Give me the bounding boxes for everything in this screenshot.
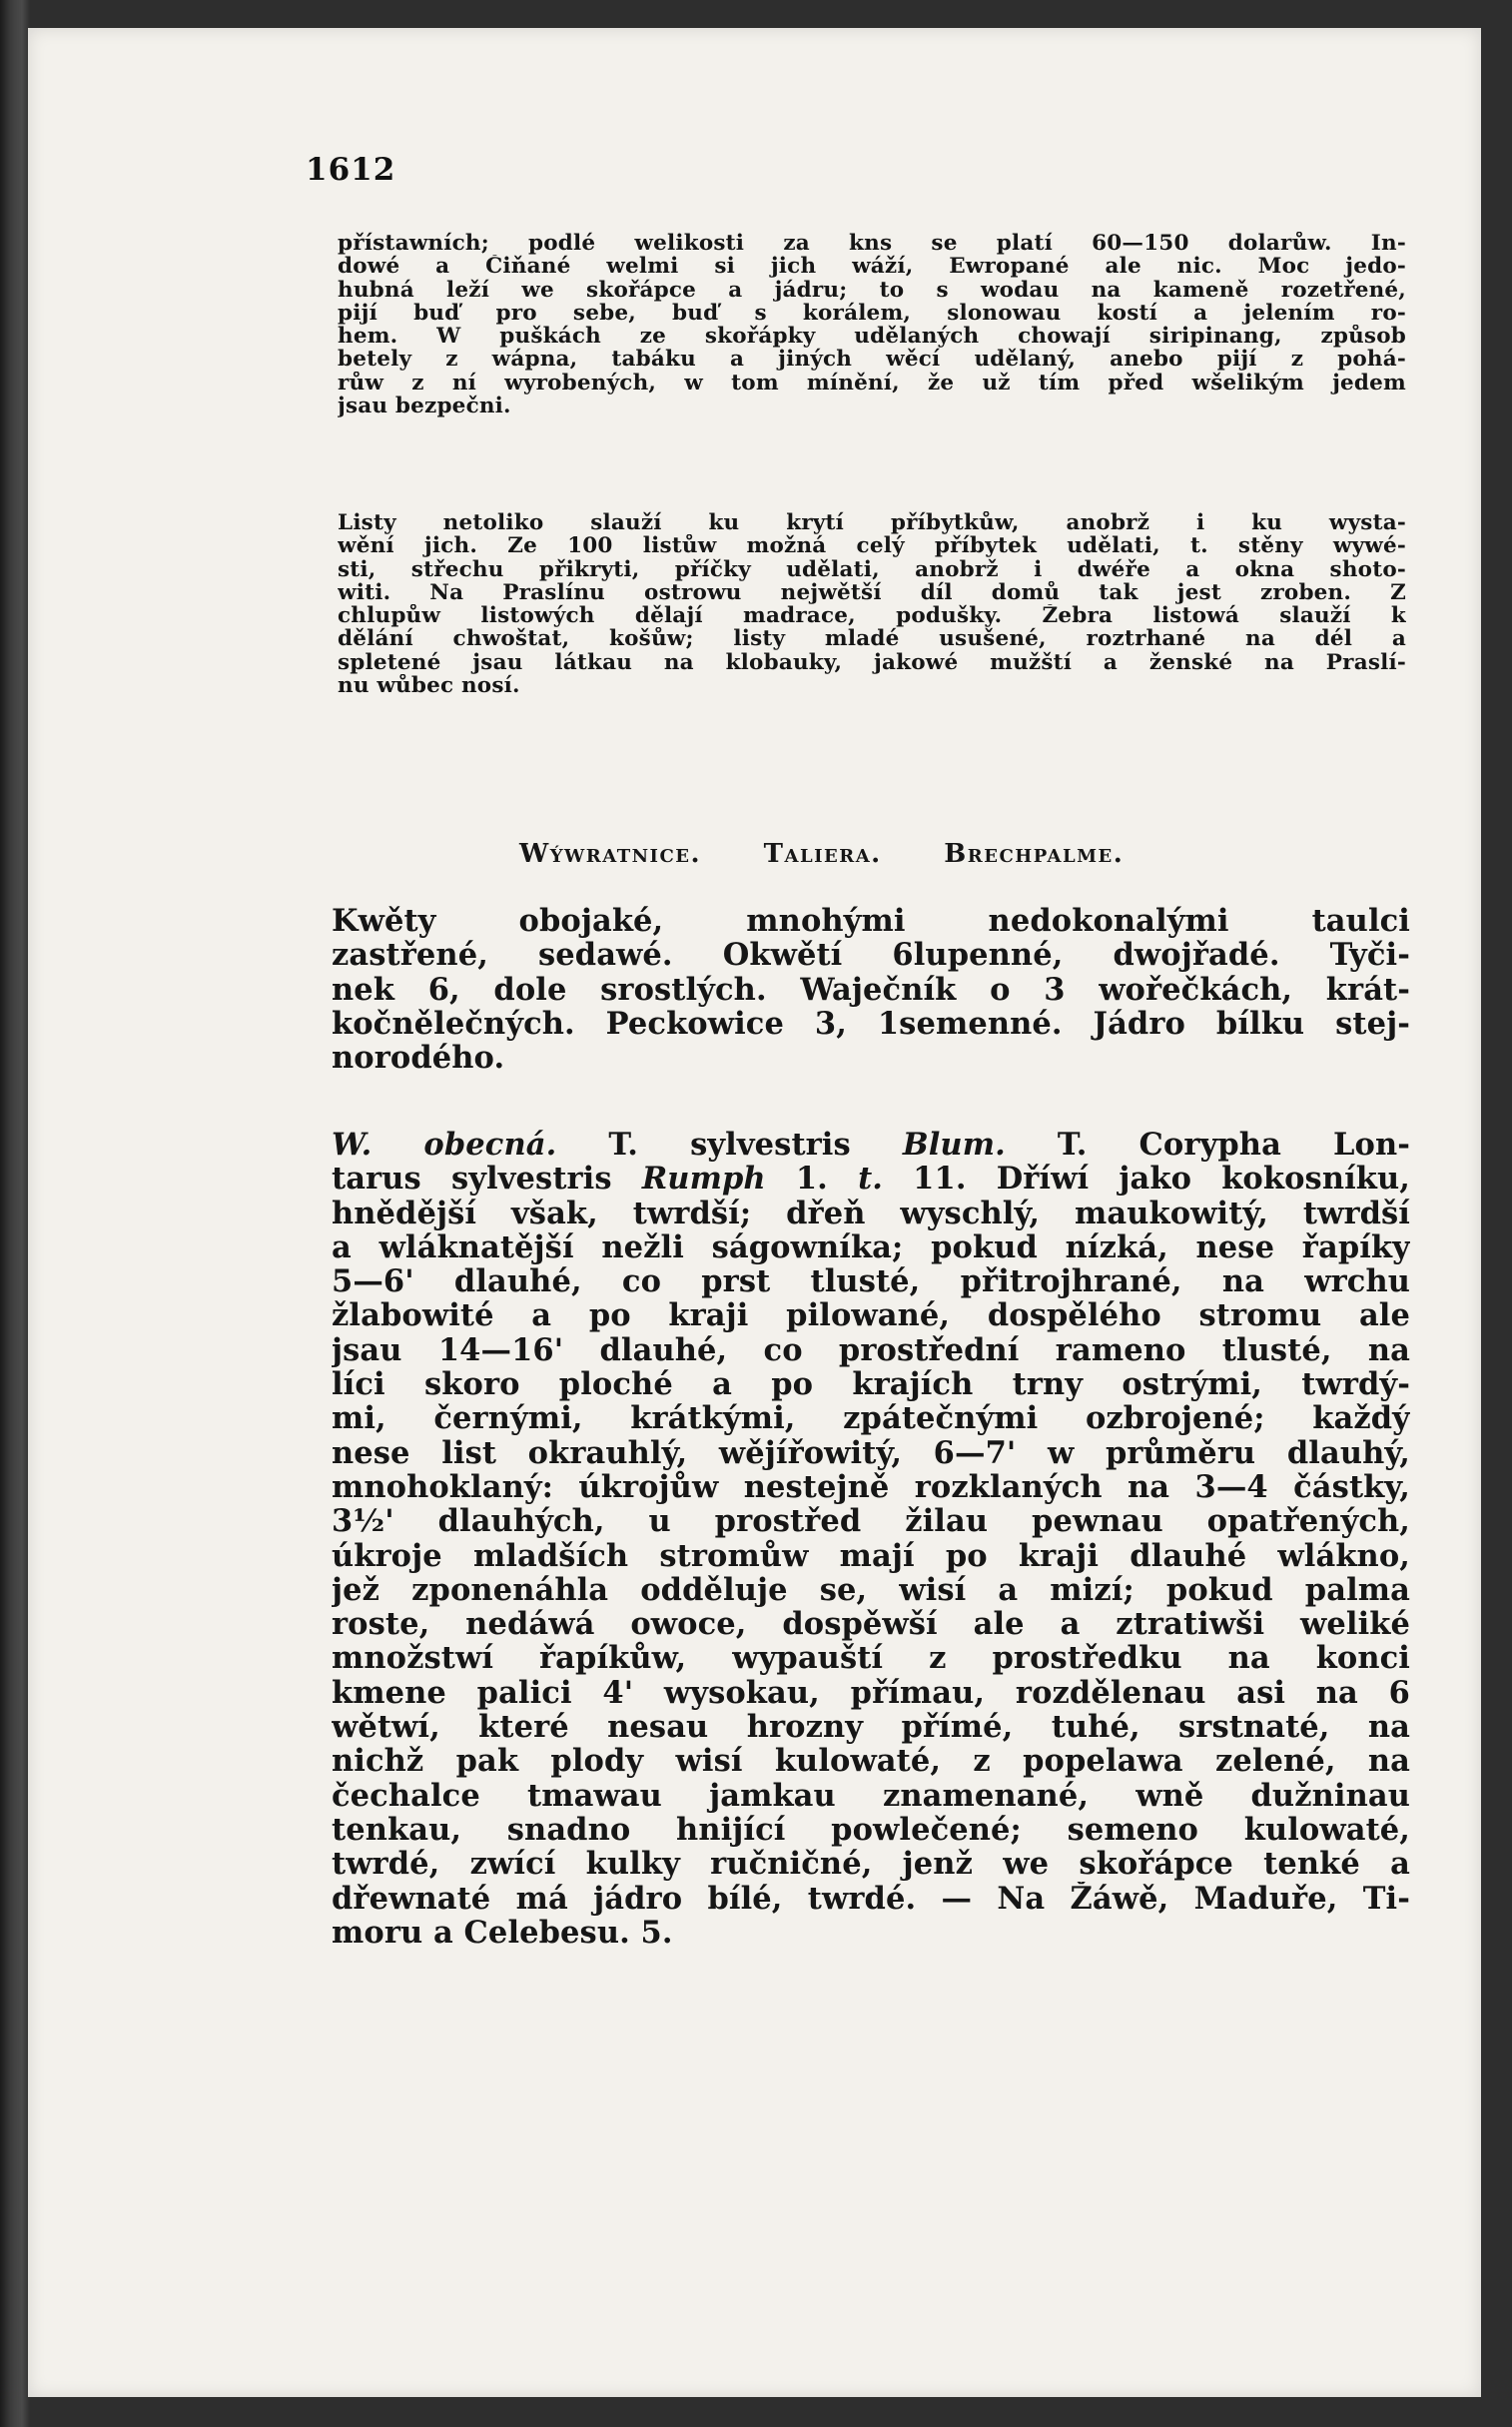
text-line: 5—6' dlauhé, co prst tlusté, přitrojhrané, na wrchu (332, 1264, 1410, 1299)
text-line: tenkau, snadno hnijící powlečené; semeno kulowaté, (332, 1812, 1410, 1848)
text-line: witi. Na Praslínu ostrowu nejwětší díl domů tak jest zroben. Z (338, 580, 1406, 605)
heading-latin-name: Taliera. (763, 839, 882, 869)
text-line: přístawních; podlé welikosti za kns se platí 60—150 dolarůw. In- (338, 232, 1406, 256)
text-line: sti, střechu přikryti, příčky udělati, anobrž i dwéře a okna shoto- (338, 557, 1406, 581)
text-line: roste, nedáwá owoce, dospěwší ale a ztratiwši weliké (332, 1607, 1410, 1642)
text-line: 3½' dlauhých, u prostřed žilau pewnau opatřených, (332, 1504, 1410, 1539)
section-heading (519, 839, 1218, 869)
text-line: zastřené, sedawé. Okwětí 6lupenné, dwojřadé. Tyči- (332, 938, 1410, 973)
heading-german-name: Brechpalme. (944, 839, 1125, 869)
text-line: pijí buď pro sebe, buď s korálem, slonowau kostí a jelením ro- (338, 301, 1406, 326)
text-line: betely z wápna, tabáku a jiných wěcí udělaný, anebo pijí z pohá- (338, 348, 1406, 372)
paragraph-species-description (332, 1128, 1410, 1950)
synonym-author: Blum. (902, 1128, 1006, 1163)
text-line: kmene palici 4' wysokau, přímau, rozdělenau asi na 6 (332, 1675, 1410, 1711)
text-line: hem. W puškách ze skořápky udělaných chowají siripinang, způsob (338, 325, 1406, 349)
text-line: hnědější však, twrdší; dřeň wyschlý, maukowitý, twrdší (332, 1196, 1410, 1230)
paragraph-genus-description (332, 904, 1410, 1075)
text-line: wění jich. Ze 100 listůw možná celý příbytek udělati, t. stěny wywé- (338, 534, 1406, 558)
text-line: množstwí řapíkůw, wypauští z prostředku na konci (332, 1641, 1410, 1676)
text-line: twrdé, zwící kulky ručničné, jenž we skořápce tenké a (332, 1847, 1410, 1882)
page-number: 1612 (306, 152, 396, 188)
text-line: jsau 14—16' dlauhé, co prostřední rameno tlusté, na (332, 1332, 1410, 1368)
reference-name: tarus sylvestris (332, 1162, 612, 1197)
text-line: spletené jsau látkau na klobauky, jakowé mužští a ženské na Praslí- (338, 650, 1406, 675)
synonym-second: T. Corypha Lon- (1057, 1128, 1410, 1163)
species-header-line (332, 1128, 1410, 1162)
species-reference-line (332, 1162, 1410, 1196)
text-line: dřewnaté má jádro bílé, twrdé. — Na Žáwě, Maduře, Ti- (332, 1881, 1410, 1916)
text-line: a wláknatější nežli ságowníka; pokud nízká, nese řapíky (332, 1229, 1410, 1265)
paragraph-seed-use (338, 232, 1406, 417)
text-line: hubná leží we skořápce a jádru; to s wodau na kameně rozetřené, (338, 278, 1406, 302)
text-line: chlupůw listowých dělají madrace, podušky. Žebra listowá slauží k (338, 604, 1406, 628)
text-line: nu wůbec nosí. (338, 674, 520, 698)
text-line: dowé a Čiňané welmi si jich wáží, Ewropané ale nic. Moc jedo- (338, 255, 1406, 279)
text-line: mi, černými, krátkými, zpátečnými ozbrojené; každý (332, 1401, 1410, 1436)
reference-continuation: 11. Dříwí jako kokosníku, (913, 1162, 1410, 1197)
reference-author: Rumph (641, 1162, 766, 1197)
text-line: jež zponenáhla odděluje se, wisí a mizí; pokud palma (332, 1572, 1410, 1608)
synonym-latin: T. sylvestris (608, 1128, 851, 1163)
text-line: jsau bezpečni. (338, 395, 511, 418)
text-line: nek 6, dole srostlých. Waječník o 3 wořečkách, krát- (332, 972, 1410, 1007)
text-line: čechalce tmawau jamkau znamenané, wně dužninau (332, 1778, 1410, 1813)
text-line: dělání chwoštat, košůw; listy mladé usušené, roztrhané na dél a (338, 627, 1406, 651)
text-line: Kwěty obojaké, mnohými nedokonalými taulci (332, 904, 1410, 939)
text-line: nese list okrauhlý, wějířowitý, 6—7' w průměru dlauhý, (332, 1435, 1410, 1470)
text-line: žlabowité a po kraji pilowané, dospělého stromu ale (332, 1298, 1410, 1333)
text-line: mnohoklaný: úkrojůw nestejně rozklaných na 3—4 částky, (332, 1469, 1410, 1505)
text-line: růw z ní wyrobených, w tom mínění, že už tím před wšelikým jedem (338, 371, 1406, 396)
reference-volume: 1. (795, 1162, 828, 1197)
paragraph-leaf-use (338, 511, 1406, 697)
text-line: wětwí, které nesau hrozny přímé, tuhé, srstnaté, na (332, 1710, 1410, 1745)
species-name: W. obecná. (332, 1128, 557, 1163)
text-line: nichž pak plody wisí kulowaté, z popelawa zelené, na (332, 1744, 1410, 1779)
text-line: Listy netoliko slauží ku krytí příbytkůw, anobrž i ku wysta- (338, 511, 1406, 535)
heading-czech-name: Wýwratnice. (519, 839, 702, 869)
text-line: úkroje mladších stromůw mají po kraji dlauhé wlákno, (332, 1538, 1410, 1573)
text-line: kočnělečných. Peckowice 3, 1semenné. Jádro bílku stej- (332, 1006, 1410, 1042)
reference-table: t. (858, 1162, 883, 1197)
text-line: moru a Celebesu. 5. (332, 1915, 673, 1951)
text-line: líci skoro ploché a po krajích trny ostrými, twrdý- (332, 1367, 1410, 1402)
text-line: norodého. (332, 1041, 505, 1076)
